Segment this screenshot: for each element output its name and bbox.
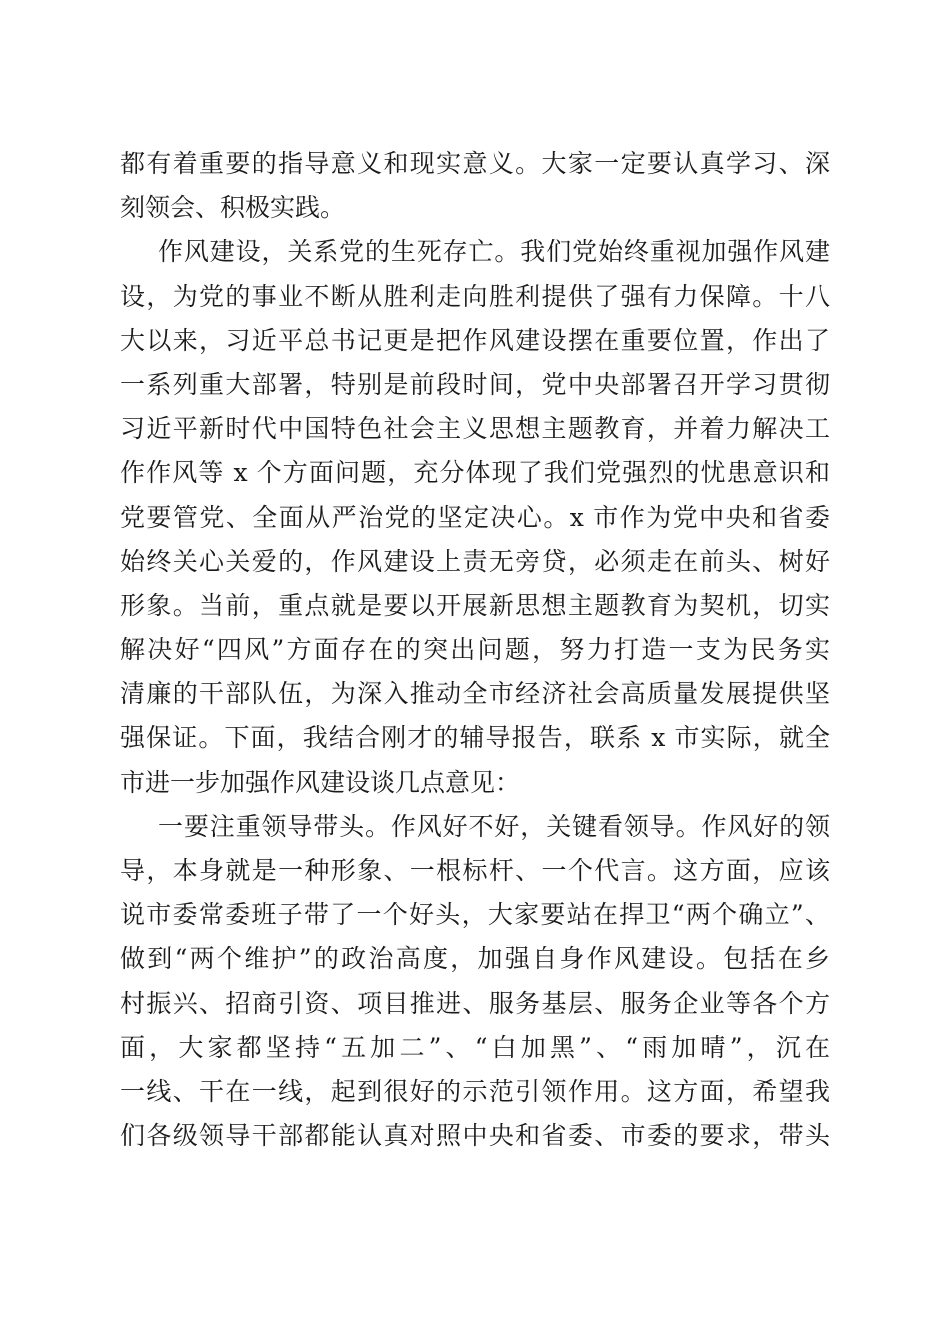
text-line: 作作风等 x 个方面问题，充分体现了我们党强烈的忧患意识和 <box>120 458 830 488</box>
text-line: 做到“两个维护”的政治高度，加强自身作风建设。包括在乡 <box>120 944 830 974</box>
text-line: 清廉的干部队伍，为深入推动全市经济社会高质量发展提供坚 <box>120 679 830 709</box>
text-line: 一线、干在一线，起到很好的示范引领作用。这方面，希望我 <box>120 1076 830 1106</box>
text-line: 习近平新时代中国特色社会主义思想主题教育，并着力解决工 <box>120 414 830 444</box>
text-line: 一要注重领导带头。作风好不好，关键看领导。作风好的领 <box>158 811 830 841</box>
text-line: 形象。当前，重点就是要以开展新思想主题教育为契机，切实 <box>120 590 830 620</box>
text-line: 强保证。下面，我结合刚才的辅导报告，联系 x 市实际，就全 <box>120 723 830 753</box>
text-line: 村振兴、招商引资、项目推进、服务基层、服务企业等各个方 <box>120 988 830 1018</box>
text-line: 面，大家都坚持“五加二”、“白加黑”、“雨加晴”，沉在 <box>120 1032 830 1062</box>
text-line: 说市委常委班子带了一个好头，大家要站在捍卫“两个确立”、 <box>120 900 830 930</box>
text-line: 刻领会、积极实践。 <box>120 193 346 223</box>
text-line: 设，为党的事业不断从胜利走向胜利提供了强有力保障。十八 <box>120 281 830 311</box>
text-line: 都有着重要的指导意义和现实意义。大家一定要认真学习、深 <box>120 149 830 178</box>
text-line: 始终关心关爱的，作风建设上责无旁贷，必须走在前头、树好 <box>120 546 830 576</box>
text-line: 党要管党、全面从严治党的坚定决心。x 市作为党中央和省委 <box>120 502 830 532</box>
text-line: 解决好“四风”方面存在的突出问题，努力打造一支为民务实 <box>120 635 830 665</box>
text-line: 一系列重大部署，特别是前段时间，党中央部署召开学习贯彻 <box>120 369 830 399</box>
text-line: 大以来，习近平总书记更是把作风建设摆在重要位置，作出了 <box>120 325 830 355</box>
text-line: 市进一步加强作风建设谈几点意见： <box>120 767 521 797</box>
text-line: 作风建设，关系党的生死存亡。我们党始终重视加强作风建 <box>158 237 830 267</box>
document-body <box>120 142 830 1158</box>
text-line: 们各级领导干部都能认真对照中央和省委、市委的要求，带头 <box>120 1121 830 1151</box>
text-line: 导，本身就是一种形象、一根标杆、一个代言。这方面，应该 <box>120 856 830 885</box>
